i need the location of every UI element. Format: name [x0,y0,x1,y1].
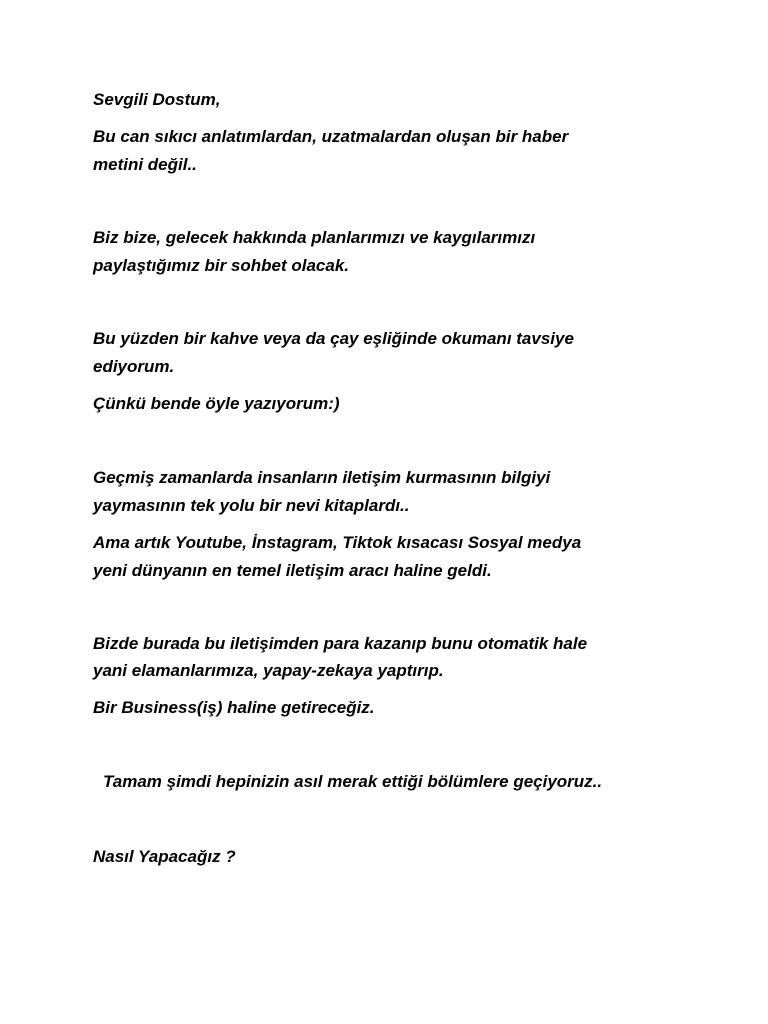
paragraph-2-line-1: Biz bize, gelecek hakkında planlarımızı ve kaygılarımızı [93,228,536,247]
paragraph-9-line-1: Tamam şimdi hepinizin asıl merak ettiği bölümlere geçiyoruz.. [103,772,603,791]
greeting-line: Sevgili Dostum, [93,90,221,109]
paragraph-6-line-1: Ama artık Youtube, İnstagram, Tiktok kısacası Sosyal medya [93,533,582,552]
paragraph-7-line-1: Bizde burada bu iletişimden para kazanıp bunu otomatik hale [93,634,588,653]
paragraph-5-line-1: Geçmiş zamanlarda insanların iletişim kurmasının bilgiyi [93,468,551,487]
paragraph-1-line-1: Bu can sıkıcı anlatımlardan, uzatmalardan oluşan bir haber [93,127,569,146]
paragraph-7-line-2: yani elamanlarımıza, yapay-zekaya yaptırıp. [93,661,444,680]
paragraph-2-line-2: paylaştığımız bir sohbet olacak. [93,256,350,275]
paragraph-3-line-2: ediyorum. [93,357,175,376]
paragraph-1-line-2: metini değil.. [93,155,197,174]
paragraph-6-line-2: yeni dünyanın en temel iletişim aracı haline geldi. [93,561,492,580]
paragraph-4-line-1: Çünkü bende öyle yazıyorum:) [93,394,340,413]
paragraph-10-line-1: Nasıl Yapacağız ? [93,847,236,866]
paragraph-5-line-2: yaymasının tek yolu bir nevi kitaplardı.. [93,496,410,515]
paragraph-3-line-1: Bu yüzden bir kahve veya da çay eşliğinde okumanı tavsiye [93,329,574,348]
paragraph-8-line-1: Bir Business(iş) haline getireceğiz. [93,698,375,717]
